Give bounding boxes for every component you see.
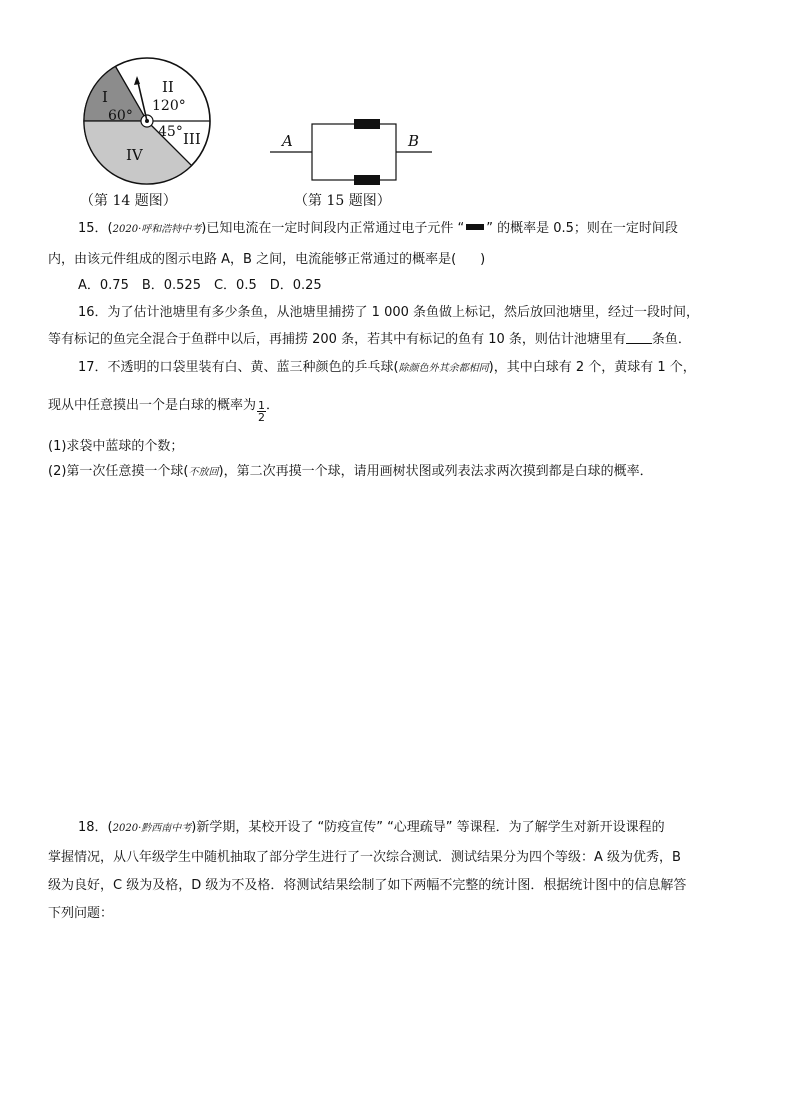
label-b: B (408, 132, 420, 150)
fill-blank[interactable] (626, 331, 652, 344)
q16-line2: 等有标记的鱼完全混合于鱼群中以后，再捕捞 200 条，若其中有标记的鱼有 10 条，则估计池塘里有 条鱼． (48, 332, 691, 347)
q18-line4: 下列问题： (48, 906, 114, 921)
q15-options: A．0.75 B．0.525 C．0.5 D．0.25 (78, 278, 322, 293)
q16-line1: 16．为了估计池塘里有多少条鱼，从池塘里捕捞了 1 000 条鱼做上标记，然后放回池塘里，经过一段时间， (78, 305, 700, 320)
q15-line1: 15．(2020·呼和浩特中考)已知电流在一定时间段内正常通过电子元件 “ ” 的概率是 0.5；则在一定时间段 (78, 221, 678, 236)
q18-source: 2020·黔西南中考 (112, 823, 192, 834)
figure-14-pie-chart (78, 52, 218, 192)
q18-line1: 18．(2020·黔西南中考)新学期，某校开设了 “防疫宣传” “心理疏导” 等课程．为了解学生对新开设课程的 (78, 820, 665, 835)
q17-line1: 17．不透明的口袋里装有白、黄、蓝三种颜色的乒乓球(除颜色外其余都相同)，其中白球有 2 个，黄球有 1 个， (78, 360, 696, 375)
figure-14-caption: （第 14 题图） (80, 193, 177, 209)
sector-ii-angle: 120° (152, 98, 186, 114)
sector-iii-angle: 45° (158, 124, 183, 140)
q17-line2: 现从中任意摸出一个是白球的概率为 $\frac{1}{2}$ ． (48, 398, 280, 424)
component-bottom (354, 175, 380, 185)
fraction-one-half: $\frac{1}{2}$ (258, 399, 266, 424)
q17-sub2: (2)第一次任意摸一个球(不放回)，第二次再摸一个球，请用画树状图或列表法求两次摸到都是白球的概率． (48, 464, 653, 479)
component-top (354, 119, 380, 129)
sector-ii-label: II (162, 78, 174, 96)
q18-line3: 级为良好，C 级为及格，D 级为不及格．将测试结果绘制了如下两幅不完整的统计图．根据统计图中的信息解答 (48, 878, 687, 893)
q18-line2: 掌握情况，从八年级学生中随机抽取了部分学生进行了一次综合测试．测试结果分为四个等级：A 级为优秀，B (48, 850, 681, 865)
q15-line2: 内，由该元件组成的图示电路 A，B 之间，电流能够正常通过的概率是( ) (48, 252, 486, 267)
figure-15-circuit (266, 110, 436, 190)
sector-i-angle: 60° (108, 108, 133, 124)
label-a: A (282, 132, 293, 150)
sector-iii-label: III (183, 130, 201, 148)
electronic-component-icon (466, 224, 484, 230)
sector-i-label: I (102, 88, 108, 106)
figure-15-caption: （第 15 题图） (294, 193, 391, 209)
sector-iv-label: IV (126, 146, 143, 164)
q17-sub1: (1)求袋中蓝球的个数； (48, 439, 184, 454)
q15-source: 2020·呼和浩特中考 (112, 224, 202, 235)
